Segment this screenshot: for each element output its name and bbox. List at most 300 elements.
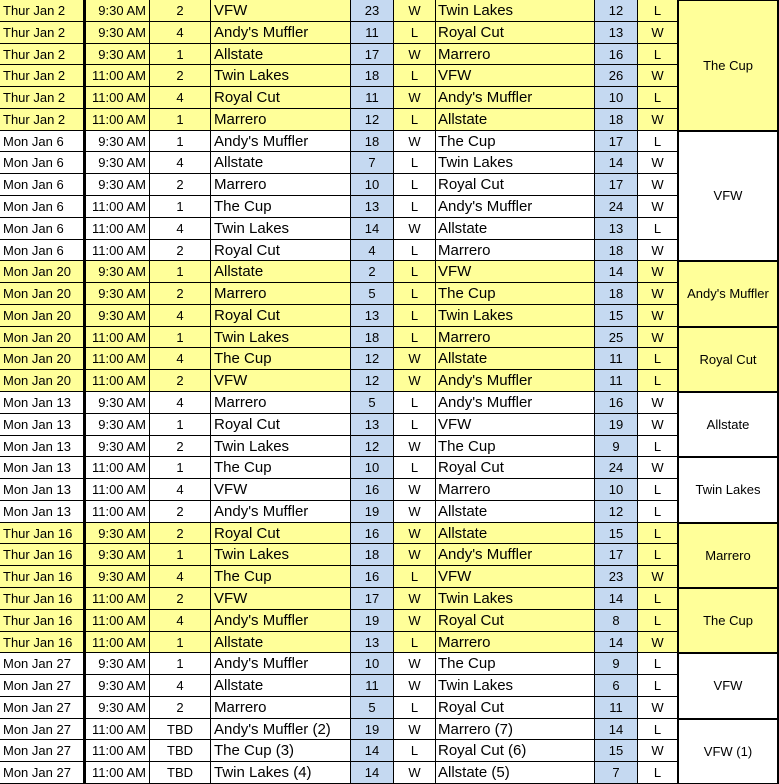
away-team-cell[interactable]: Marrero	[436, 327, 595, 349]
away-team-cell[interactable]: Twin Lakes	[436, 675, 595, 697]
home-result-cell[interactable]: L	[394, 566, 436, 588]
away-result-cell[interactable]: W	[638, 632, 678, 654]
away-team-cell[interactable]: Allstate	[436, 523, 595, 545]
home-score-cell[interactable]: 11	[351, 87, 394, 109]
home-score-cell[interactable]: 19	[351, 501, 394, 523]
bye-team-cell[interactable]: The Cup	[678, 588, 779, 653]
game-time-cell[interactable]: 11:00 AM	[84, 632, 150, 654]
away-score-cell[interactable]: 24	[595, 196, 638, 218]
home-team-cell[interactable]: Marrero	[211, 697, 351, 719]
home-score-cell[interactable]: 11	[351, 22, 394, 44]
game-time-cell[interactable]: 9:30 AM	[84, 697, 150, 719]
away-score-cell[interactable]: 15	[595, 740, 638, 762]
home-score-cell[interactable]: 16	[351, 523, 394, 545]
away-score-cell[interactable]: 14	[595, 152, 638, 174]
away-result-cell[interactable]: W	[638, 22, 678, 44]
home-result-cell[interactable]: L	[394, 697, 436, 719]
bye-team-cell[interactable]: Andy's Muffler	[678, 261, 779, 326]
away-score-cell[interactable]: 16	[595, 44, 638, 66]
game-date-cell[interactable]: Mon Jan 13	[0, 501, 84, 523]
home-team-cell[interactable]: The Cup	[211, 196, 351, 218]
game-time-cell[interactable]: 9:30 AM	[84, 523, 150, 545]
away-result-cell[interactable]: L	[638, 675, 678, 697]
away-team-cell[interactable]: Allstate	[436, 348, 595, 370]
away-score-cell[interactable]: 14	[595, 632, 638, 654]
home-score-cell[interactable]: 13	[351, 414, 394, 436]
away-result-cell[interactable]: W	[638, 174, 678, 196]
home-score-cell[interactable]: 17	[351, 588, 394, 610]
bye-team-cell[interactable]: VFW	[678, 131, 779, 262]
home-score-cell[interactable]: 14	[351, 218, 394, 240]
home-result-cell[interactable]: W	[394, 675, 436, 697]
away-result-cell[interactable]: L	[638, 131, 678, 153]
home-score-cell[interactable]: 12	[351, 436, 394, 458]
game-time-cell[interactable]: 11:00 AM	[84, 762, 150, 784]
away-result-cell[interactable]: L	[638, 523, 678, 545]
away-team-cell[interactable]: Allstate	[436, 501, 595, 523]
away-result-cell[interactable]: W	[638, 196, 678, 218]
field-number-cell[interactable]: 4	[150, 87, 211, 109]
home-score-cell[interactable]: 23	[351, 0, 394, 22]
game-date-cell[interactable]: Mon Jan 20	[0, 261, 84, 283]
game-time-cell[interactable]: 11:00 AM	[84, 457, 150, 479]
game-time-cell[interactable]: 11:00 AM	[84, 109, 150, 131]
home-team-cell[interactable]: Twin Lakes	[211, 327, 351, 349]
away-team-cell[interactable]: Allstate	[436, 218, 595, 240]
field-number-cell[interactable]: TBD	[150, 740, 211, 762]
home-team-cell[interactable]: Twin Lakes	[211, 436, 351, 458]
away-team-cell[interactable]: Marrero (7)	[436, 719, 595, 741]
home-result-cell[interactable]: L	[394, 22, 436, 44]
home-team-cell[interactable]: Marrero	[211, 392, 351, 414]
home-score-cell[interactable]: 19	[351, 610, 394, 632]
game-date-cell[interactable]: Mon Jan 13	[0, 457, 84, 479]
field-number-cell[interactable]: 2	[150, 240, 211, 262]
away-result-cell[interactable]: W	[638, 261, 678, 283]
game-date-cell[interactable]: Mon Jan 6	[0, 131, 84, 153]
game-time-cell[interactable]: 9:30 AM	[84, 22, 150, 44]
away-team-cell[interactable]: Royal Cut	[436, 457, 595, 479]
away-score-cell[interactable]: 9	[595, 653, 638, 675]
bye-team-cell[interactable]: Royal Cut	[678, 327, 779, 392]
game-time-cell[interactable]: 9:30 AM	[84, 392, 150, 414]
away-score-cell[interactable]: 11	[595, 348, 638, 370]
home-score-cell[interactable]: 18	[351, 327, 394, 349]
home-result-cell[interactable]: W	[394, 523, 436, 545]
field-number-cell[interactable]: 2	[150, 523, 211, 545]
game-time-cell[interactable]: 11:00 AM	[84, 196, 150, 218]
home-score-cell[interactable]: 2	[351, 261, 394, 283]
home-team-cell[interactable]: Royal Cut	[211, 523, 351, 545]
away-score-cell[interactable]: 25	[595, 327, 638, 349]
away-result-cell[interactable]: W	[638, 414, 678, 436]
field-number-cell[interactable]: 4	[150, 305, 211, 327]
game-time-cell[interactable]: 9:30 AM	[84, 544, 150, 566]
away-score-cell[interactable]: 16	[595, 392, 638, 414]
home-score-cell[interactable]: 13	[351, 305, 394, 327]
home-result-cell[interactable]: L	[394, 305, 436, 327]
home-result-cell[interactable]: W	[394, 544, 436, 566]
away-result-cell[interactable]: L	[638, 544, 678, 566]
game-date-cell[interactable]: Mon Jan 20	[0, 348, 84, 370]
away-result-cell[interactable]: L	[638, 479, 678, 501]
home-team-cell[interactable]: VFW	[211, 0, 351, 22]
home-team-cell[interactable]: VFW	[211, 588, 351, 610]
home-result-cell[interactable]: W	[394, 44, 436, 66]
home-score-cell[interactable]: 12	[351, 348, 394, 370]
home-result-cell[interactable]: W	[394, 610, 436, 632]
game-time-cell[interactable]: 9:30 AM	[84, 566, 150, 588]
home-team-cell[interactable]: Twin Lakes	[211, 65, 351, 87]
home-result-cell[interactable]: L	[394, 196, 436, 218]
home-team-cell[interactable]: The Cup	[211, 566, 351, 588]
home-team-cell[interactable]: Andy's Muffler	[211, 610, 351, 632]
away-result-cell[interactable]: L	[638, 0, 678, 22]
away-result-cell[interactable]: W	[638, 109, 678, 131]
away-result-cell[interactable]: L	[638, 218, 678, 240]
bye-team-cell[interactable]: Marrero	[678, 523, 779, 588]
field-number-cell[interactable]: 1	[150, 131, 211, 153]
away-score-cell[interactable]: 18	[595, 240, 638, 262]
home-team-cell[interactable]: Marrero	[211, 109, 351, 131]
home-score-cell[interactable]: 7	[351, 152, 394, 174]
home-score-cell[interactable]: 5	[351, 283, 394, 305]
game-date-cell[interactable]: Thur Jan 16	[0, 610, 84, 632]
home-score-cell[interactable]: 13	[351, 632, 394, 654]
home-team-cell[interactable]: Marrero	[211, 283, 351, 305]
field-number-cell[interactable]: 4	[150, 218, 211, 240]
home-team-cell[interactable]: Andy's Muffler (2)	[211, 719, 351, 741]
away-team-cell[interactable]: Allstate	[436, 109, 595, 131]
field-number-cell[interactable]: 4	[150, 675, 211, 697]
field-number-cell[interactable]: 4	[150, 479, 211, 501]
home-result-cell[interactable]: W	[394, 436, 436, 458]
away-result-cell[interactable]: W	[638, 697, 678, 719]
game-time-cell[interactable]: 9:30 AM	[84, 131, 150, 153]
home-result-cell[interactable]: W	[394, 762, 436, 784]
away-score-cell[interactable]: 10	[595, 87, 638, 109]
home-result-cell[interactable]: L	[394, 414, 436, 436]
away-score-cell[interactable]: 15	[595, 523, 638, 545]
away-result-cell[interactable]: L	[638, 370, 678, 392]
home-team-cell[interactable]: Royal Cut	[211, 87, 351, 109]
away-score-cell[interactable]: 17	[595, 131, 638, 153]
away-score-cell[interactable]: 19	[595, 414, 638, 436]
home-team-cell[interactable]: The Cup	[211, 457, 351, 479]
game-time-cell[interactable]: 9:30 AM	[84, 283, 150, 305]
game-time-cell[interactable]: 11:00 AM	[84, 87, 150, 109]
home-team-cell[interactable]: Royal Cut	[211, 240, 351, 262]
away-team-cell[interactable]: Twin Lakes	[436, 0, 595, 22]
home-result-cell[interactable]: L	[394, 392, 436, 414]
field-number-cell[interactable]: 1	[150, 653, 211, 675]
away-result-cell[interactable]: L	[638, 588, 678, 610]
away-score-cell[interactable]: 14	[595, 588, 638, 610]
away-score-cell[interactable]: 11	[595, 370, 638, 392]
home-team-cell[interactable]: Andy's Muffler	[211, 131, 351, 153]
home-team-cell[interactable]: Twin Lakes	[211, 544, 351, 566]
home-team-cell[interactable]: The Cup	[211, 348, 351, 370]
home-team-cell[interactable]: Allstate	[211, 152, 351, 174]
away-team-cell[interactable]: The Cup	[436, 436, 595, 458]
game-date-cell[interactable]: Thur Jan 16	[0, 588, 84, 610]
away-result-cell[interactable]: L	[638, 762, 678, 784]
away-score-cell[interactable]: 8	[595, 610, 638, 632]
away-team-cell[interactable]: Royal Cut	[436, 697, 595, 719]
away-team-cell[interactable]: VFW	[436, 65, 595, 87]
game-date-cell[interactable]: Mon Jan 27	[0, 697, 84, 719]
home-team-cell[interactable]: Allstate	[211, 261, 351, 283]
home-result-cell[interactable]: W	[394, 218, 436, 240]
game-date-cell[interactable]: Thur Jan 2	[0, 87, 84, 109]
home-result-cell[interactable]: L	[394, 109, 436, 131]
home-team-cell[interactable]: Royal Cut	[211, 414, 351, 436]
home-team-cell[interactable]: Andy's Muffler	[211, 501, 351, 523]
home-team-cell[interactable]: VFW	[211, 479, 351, 501]
field-number-cell[interactable]: 2	[150, 0, 211, 22]
away-score-cell[interactable]: 18	[595, 109, 638, 131]
away-team-cell[interactable]: Royal Cut	[436, 174, 595, 196]
game-date-cell[interactable]: Mon Jan 20	[0, 327, 84, 349]
field-number-cell[interactable]: 1	[150, 544, 211, 566]
home-score-cell[interactable]: 12	[351, 370, 394, 392]
away-result-cell[interactable]: L	[638, 501, 678, 523]
away-score-cell[interactable]: 11	[595, 697, 638, 719]
game-time-cell[interactable]: 11:00 AM	[84, 479, 150, 501]
home-result-cell[interactable]: L	[394, 174, 436, 196]
away-team-cell[interactable]: Marrero	[436, 240, 595, 262]
game-date-cell[interactable]: Mon Jan 20	[0, 370, 84, 392]
game-date-cell[interactable]: Thur Jan 16	[0, 632, 84, 654]
away-score-cell[interactable]: 14	[595, 719, 638, 741]
game-time-cell[interactable]: 11:00 AM	[84, 501, 150, 523]
away-score-cell[interactable]: 13	[595, 218, 638, 240]
away-team-cell[interactable]: VFW	[436, 414, 595, 436]
field-number-cell[interactable]: 4	[150, 348, 211, 370]
away-score-cell[interactable]: 7	[595, 762, 638, 784]
field-number-cell[interactable]: 2	[150, 370, 211, 392]
home-team-cell[interactable]: Allstate	[211, 44, 351, 66]
game-time-cell[interactable]: 9:30 AM	[84, 44, 150, 66]
home-result-cell[interactable]: W	[394, 131, 436, 153]
game-date-cell[interactable]: Mon Jan 6	[0, 218, 84, 240]
bye-team-cell[interactable]: Allstate	[678, 392, 779, 457]
field-number-cell[interactable]: 2	[150, 283, 211, 305]
field-number-cell[interactable]: 1	[150, 327, 211, 349]
home-result-cell[interactable]: W	[394, 370, 436, 392]
field-number-cell[interactable]: 2	[150, 697, 211, 719]
game-time-cell[interactable]: 11:00 AM	[84, 348, 150, 370]
field-number-cell[interactable]: TBD	[150, 762, 211, 784]
away-result-cell[interactable]: L	[638, 653, 678, 675]
game-date-cell[interactable]: Mon Jan 13	[0, 414, 84, 436]
field-number-cell[interactable]: TBD	[150, 719, 211, 741]
home-result-cell[interactable]: L	[394, 632, 436, 654]
game-time-cell[interactable]: 9:30 AM	[84, 436, 150, 458]
field-number-cell[interactable]: 1	[150, 414, 211, 436]
home-result-cell[interactable]: L	[394, 261, 436, 283]
away-team-cell[interactable]: The Cup	[436, 131, 595, 153]
field-number-cell[interactable]: 1	[150, 196, 211, 218]
away-team-cell[interactable]: VFW	[436, 566, 595, 588]
home-result-cell[interactable]: W	[394, 719, 436, 741]
home-team-cell[interactable]: Marrero	[211, 174, 351, 196]
game-date-cell[interactable]: Mon Jan 27	[0, 675, 84, 697]
away-team-cell[interactable]: Andy's Muffler	[436, 392, 595, 414]
home-team-cell[interactable]: Andy's Muffler	[211, 22, 351, 44]
game-time-cell[interactable]: 11:00 AM	[84, 65, 150, 87]
home-score-cell[interactable]: 18	[351, 65, 394, 87]
game-date-cell[interactable]: Mon Jan 20	[0, 305, 84, 327]
game-time-cell[interactable]: 11:00 AM	[84, 588, 150, 610]
away-team-cell[interactable]: Andy's Muffler	[436, 196, 595, 218]
field-number-cell[interactable]: 4	[150, 566, 211, 588]
home-team-cell[interactable]: Twin Lakes	[211, 218, 351, 240]
home-result-cell[interactable]: L	[394, 283, 436, 305]
away-result-cell[interactable]: L	[638, 610, 678, 632]
home-result-cell[interactable]: W	[394, 479, 436, 501]
game-date-cell[interactable]: Thur Jan 16	[0, 544, 84, 566]
field-number-cell[interactable]: 2	[150, 501, 211, 523]
home-result-cell[interactable]: W	[394, 653, 436, 675]
game-time-cell[interactable]: 11:00 AM	[84, 370, 150, 392]
away-score-cell[interactable]: 24	[595, 457, 638, 479]
game-date-cell[interactable]: Thur Jan 2	[0, 65, 84, 87]
away-score-cell[interactable]: 17	[595, 544, 638, 566]
away-score-cell[interactable]: 17	[595, 174, 638, 196]
field-number-cell[interactable]: 2	[150, 588, 211, 610]
away-result-cell[interactable]: W	[638, 305, 678, 327]
away-team-cell[interactable]: Twin Lakes	[436, 152, 595, 174]
away-result-cell[interactable]: W	[638, 457, 678, 479]
away-score-cell[interactable]: 12	[595, 501, 638, 523]
game-date-cell[interactable]: Mon Jan 13	[0, 392, 84, 414]
home-score-cell[interactable]: 4	[351, 240, 394, 262]
game-date-cell[interactable]: Thur Jan 16	[0, 523, 84, 545]
away-score-cell[interactable]: 15	[595, 305, 638, 327]
field-number-cell[interactable]: 4	[150, 392, 211, 414]
field-number-cell[interactable]: 1	[150, 457, 211, 479]
game-date-cell[interactable]: Thur Jan 16	[0, 566, 84, 588]
away-result-cell[interactable]: W	[638, 283, 678, 305]
game-date-cell[interactable]: Thur Jan 2	[0, 109, 84, 131]
away-result-cell[interactable]: W	[638, 327, 678, 349]
home-result-cell[interactable]: L	[394, 740, 436, 762]
home-score-cell[interactable]: 14	[351, 762, 394, 784]
game-time-cell[interactable]: 9:30 AM	[84, 0, 150, 22]
away-team-cell[interactable]: Twin Lakes	[436, 588, 595, 610]
away-team-cell[interactable]: Royal Cut	[436, 610, 595, 632]
home-score-cell[interactable]: 5	[351, 697, 394, 719]
game-date-cell[interactable]: Mon Jan 20	[0, 283, 84, 305]
home-score-cell[interactable]: 12	[351, 109, 394, 131]
field-number-cell[interactable]: 4	[150, 22, 211, 44]
home-score-cell[interactable]: 5	[351, 392, 394, 414]
field-number-cell[interactable]: 1	[150, 109, 211, 131]
home-team-cell[interactable]: Allstate	[211, 675, 351, 697]
game-time-cell[interactable]: 11:00 AM	[84, 240, 150, 262]
away-team-cell[interactable]: The Cup	[436, 653, 595, 675]
home-result-cell[interactable]: L	[394, 152, 436, 174]
game-time-cell[interactable]: 9:30 AM	[84, 675, 150, 697]
field-number-cell[interactable]: 1	[150, 632, 211, 654]
home-score-cell[interactable]: 19	[351, 719, 394, 741]
away-score-cell[interactable]: 14	[595, 261, 638, 283]
home-result-cell[interactable]: W	[394, 348, 436, 370]
away-result-cell[interactable]: L	[638, 348, 678, 370]
home-team-cell[interactable]: Royal Cut	[211, 305, 351, 327]
away-result-cell[interactable]: W	[638, 65, 678, 87]
away-team-cell[interactable]: Marrero	[436, 632, 595, 654]
game-date-cell[interactable]: Mon Jan 13	[0, 436, 84, 458]
field-number-cell[interactable]: 2	[150, 436, 211, 458]
home-result-cell[interactable]: W	[394, 588, 436, 610]
home-team-cell[interactable]: Twin Lakes (4)	[211, 762, 351, 784]
game-date-cell[interactable]: Thur Jan 2	[0, 22, 84, 44]
game-time-cell[interactable]: 9:30 AM	[84, 305, 150, 327]
home-score-cell[interactable]: 16	[351, 566, 394, 588]
game-date-cell[interactable]: Mon Jan 6	[0, 240, 84, 262]
home-score-cell[interactable]: 16	[351, 479, 394, 501]
home-result-cell[interactable]: W	[394, 87, 436, 109]
game-date-cell[interactable]: Mon Jan 13	[0, 479, 84, 501]
away-result-cell[interactable]: W	[638, 240, 678, 262]
away-result-cell[interactable]: W	[638, 566, 678, 588]
home-team-cell[interactable]: VFW	[211, 370, 351, 392]
away-score-cell[interactable]: 26	[595, 65, 638, 87]
away-result-cell[interactable]: W	[638, 152, 678, 174]
home-score-cell[interactable]: 13	[351, 196, 394, 218]
home-score-cell[interactable]: 10	[351, 457, 394, 479]
away-team-cell[interactable]: VFW	[436, 261, 595, 283]
away-score-cell[interactable]: 12	[595, 0, 638, 22]
away-score-cell[interactable]: 23	[595, 566, 638, 588]
away-team-cell[interactable]: Twin Lakes	[436, 305, 595, 327]
bye-team-cell[interactable]: The Cup	[678, 0, 779, 131]
game-time-cell[interactable]: 9:30 AM	[84, 174, 150, 196]
home-result-cell[interactable]: L	[394, 240, 436, 262]
game-time-cell[interactable]: 11:00 AM	[84, 610, 150, 632]
home-team-cell[interactable]: Allstate	[211, 632, 351, 654]
game-time-cell[interactable]: 9:30 AM	[84, 414, 150, 436]
away-team-cell[interactable]: The Cup	[436, 283, 595, 305]
bye-team-cell[interactable]: Twin Lakes	[678, 457, 779, 522]
field-number-cell[interactable]: 1	[150, 261, 211, 283]
game-time-cell[interactable]: 9:30 AM	[84, 152, 150, 174]
away-result-cell[interactable]: L	[638, 436, 678, 458]
home-result-cell[interactable]: L	[394, 457, 436, 479]
away-score-cell[interactable]: 18	[595, 283, 638, 305]
game-date-cell[interactable]: Thur Jan 2	[0, 44, 84, 66]
game-time-cell[interactable]: 11:00 AM	[84, 740, 150, 762]
game-date-cell[interactable]: Mon Jan 6	[0, 152, 84, 174]
field-number-cell[interactable]: 2	[150, 174, 211, 196]
game-date-cell[interactable]: Mon Jan 6	[0, 196, 84, 218]
home-team-cell[interactable]: Andy's Muffler	[211, 653, 351, 675]
game-time-cell[interactable]: 9:30 AM	[84, 261, 150, 283]
away-result-cell[interactable]: W	[638, 740, 678, 762]
field-number-cell[interactable]: 4	[150, 152, 211, 174]
away-score-cell[interactable]: 9	[595, 436, 638, 458]
home-score-cell[interactable]: 17	[351, 44, 394, 66]
bye-team-cell[interactable]: VFW (1)	[678, 719, 779, 784]
away-team-cell[interactable]: Royal Cut	[436, 22, 595, 44]
away-team-cell[interactable]: Andy's Muffler	[436, 87, 595, 109]
game-time-cell[interactable]: 9:30 AM	[84, 653, 150, 675]
away-result-cell[interactable]: L	[638, 719, 678, 741]
away-team-cell[interactable]: Allstate (5)	[436, 762, 595, 784]
game-date-cell[interactable]: Mon Jan 27	[0, 719, 84, 741]
